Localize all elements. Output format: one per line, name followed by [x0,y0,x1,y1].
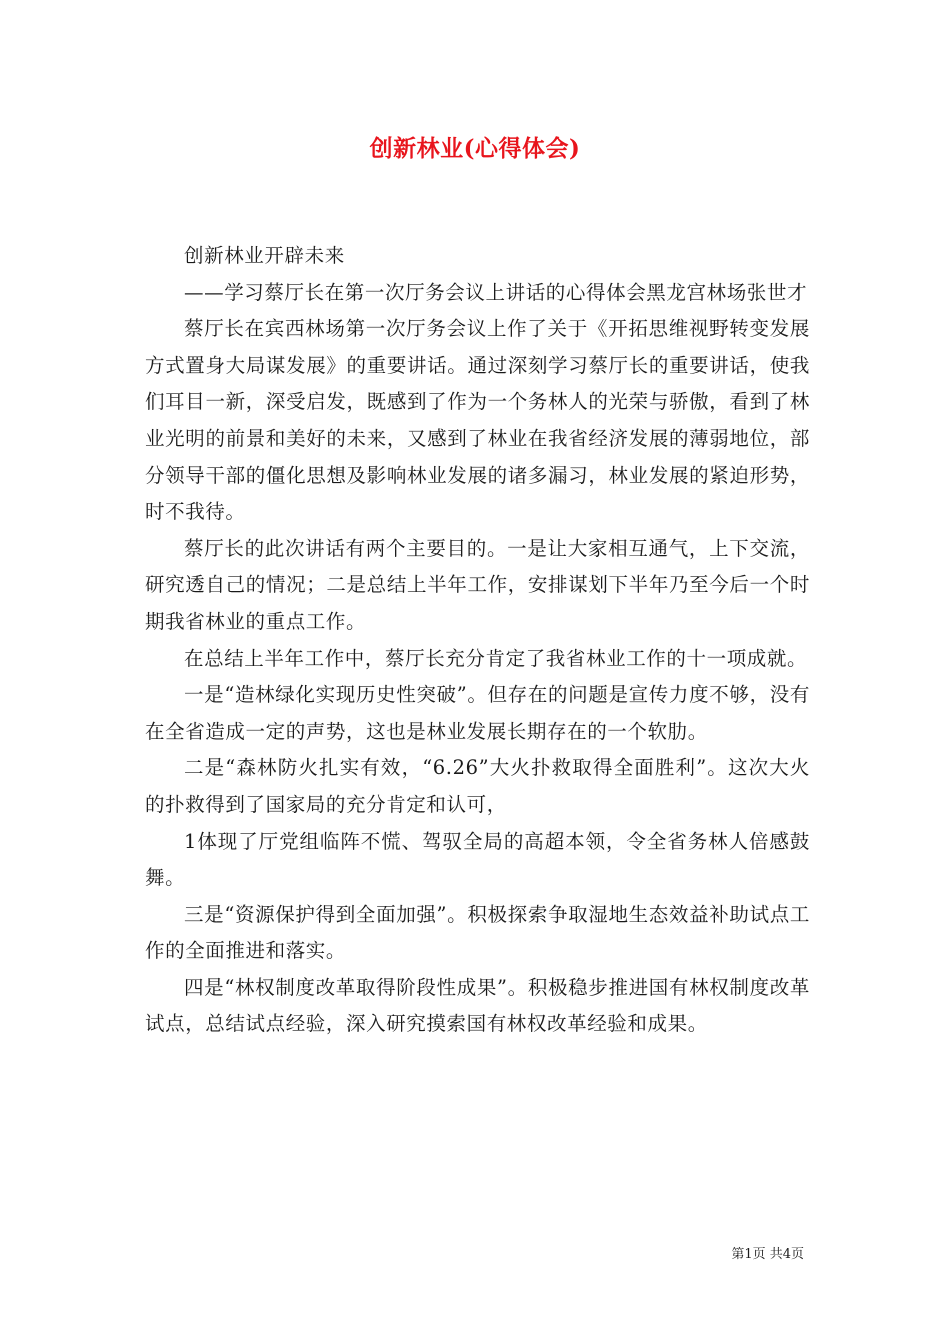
paragraph: 一是“造林绿化实现历史性突破”。但存在的问题是宣传力度不够，没有在全省造成一定的声势，这也是林业发展长期存在的一个软肋。 [145,683,810,743]
paragraph: 在总结上半年工作中，蔡厅长充分肯定了我省林业工作的十一项成就。 [184,646,808,670]
document-body [145,238,810,1043]
paragraph: 三是“资源保护得到全面加强”。积极探索争取湿地生态效益补助试点工作的全面推进和落实。 [145,902,810,963]
paragraph: 四是“林权制度改革取得阶段性成果”。积极稳步推进国有林权制度改革试点，总结试点经验，深入研究摸索国有林权改革经验和成果。 [145,975,810,1036]
paragraph: 蔡厅长的此次讲话有两个主要目的。一是让大家相互通气，上下交流，研究透自己的情况；二是总结上半年工作，安排谋划下半年乃至今后一个时期我省林业的重点工作。 [145,536,810,633]
document-title: 创新林业(心得体会) [369,135,581,162]
page-number: 第1页 共4页 [731,1247,804,1262]
paragraph: 蔡厅长在宾西林场第一次厅务会议上作了关于《开拓思维视野转变发展方式置身大局谋发展》的重要讲话。通过深刻学习蔡厅长的重要讲话，使我们耳目一新，深受启发，既感到了作为一个务林人的光荣与骄傲，看到了林业光明的前景和美好的未来，又感到了林业在我省经济发展的薄弱地位，部分领导干部的僵化思想及影响林业发展的诸多漏习，林业发展的紧迫形势，时不我待。 [145,317,810,524]
paragraph: 二是“森林防火扎实有效，“6.26”大火扑救取得全面胜利”。这次大火的扑救得到了国家局的充分肯定和认可， [145,756,810,816]
paragraph-subtitle: 创新林业开辟未来 [184,244,345,267]
paragraph: 1体现了厅党组临阵不慌、驾驭全局的高超本领，令全省务林人倍感鼓舞。 [145,829,810,890]
paragraph-byline: ——学习蔡厅长在第一次厅务会议上讲话的心得体会黑龙宫林场张世才 [184,280,808,304]
